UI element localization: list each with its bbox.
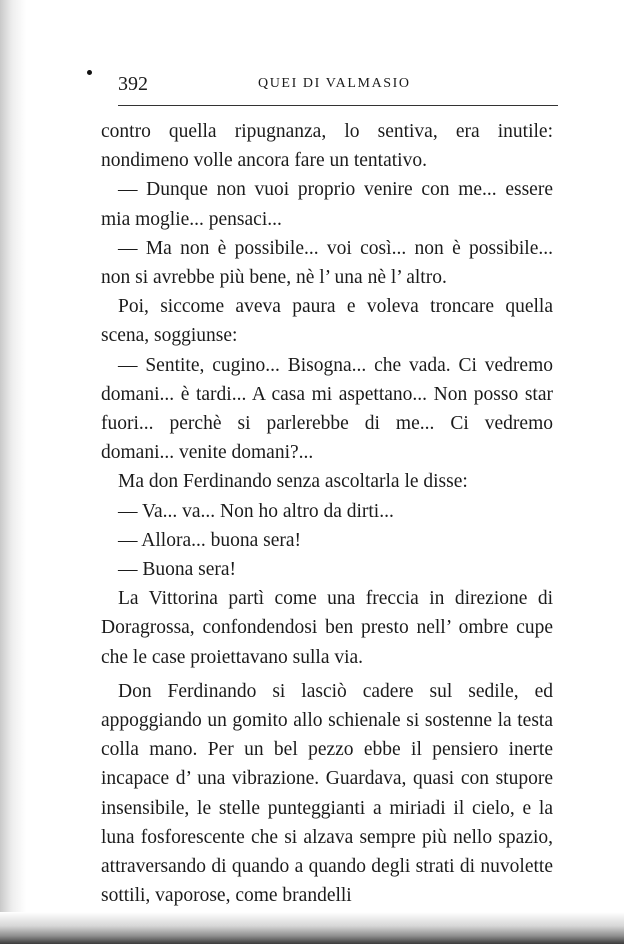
paragraph: Ma don Ferdinando senza ascoltarla le disse: [118, 471, 468, 493]
paragraph: La Vittorina partì come una freccia in direzione di Doragrossa, confondendosi ben presto nell’ ombre cupe che le case proiettavano sulla via. [101, 588, 553, 668]
paragraph: Poi, siccome aveva paura e voleva troncare quella scena, soggiunse: [101, 296, 553, 347]
body-text [101, 117, 553, 910]
paragraph: — Buona sera! [118, 559, 237, 581]
paragraph: contro quella ripugnanza, lo sentiva, era inutile: nondimeno volle ancora fare un tentativo. [101, 121, 553, 172]
paragraph: — Allora... buona sera! [118, 529, 302, 551]
page-binding-shadow [0, 0, 26, 944]
page-number: 392 [118, 73, 148, 95]
paragraph: — Sentite, cugino... Bisogna... che vada. Ci vedremo domani... è tardi... A casa mi aspettano... Non posso star fuori... perchè si parlerebbe di me... Ci vedremo domani... venite domani?... [101, 354, 553, 464]
ink-spot [87, 70, 92, 75]
paragraph: Don Ferdinando si lasciò cadere sul sedile, ed appoggiando un gomito allo schienale si sostenne la testa colla mano. Per un bel pezzo ebbe il pensiero inerte incapace d’ una vibrazione. Guardava, quasi con stupore insensibile, le stelle punteggianti a miriadi il cielo, e la luna fosforescente che si alzava sempre più nello spazio, attraversando di quando a quando degli strati di nuvolette sottili, vaporose, come brandelli [101, 680, 553, 907]
paragraph: — Ma non è possibile... voi così... non è possibile... non si avrebbe più bene, nè l’ una nè l’ altro. [101, 237, 553, 289]
page-header [118, 72, 558, 96]
paragraph: — Dunque non vuoi proprio venire con me... essere mia moglie... pensaci... [101, 179, 553, 230]
page-bottom-shadow [0, 912, 624, 944]
paragraph: — Va... va... Non ho altro da dirti... [118, 500, 394, 522]
running-title: QUEI DI VALMASIO [258, 76, 411, 91]
header-rule [118, 105, 558, 106]
